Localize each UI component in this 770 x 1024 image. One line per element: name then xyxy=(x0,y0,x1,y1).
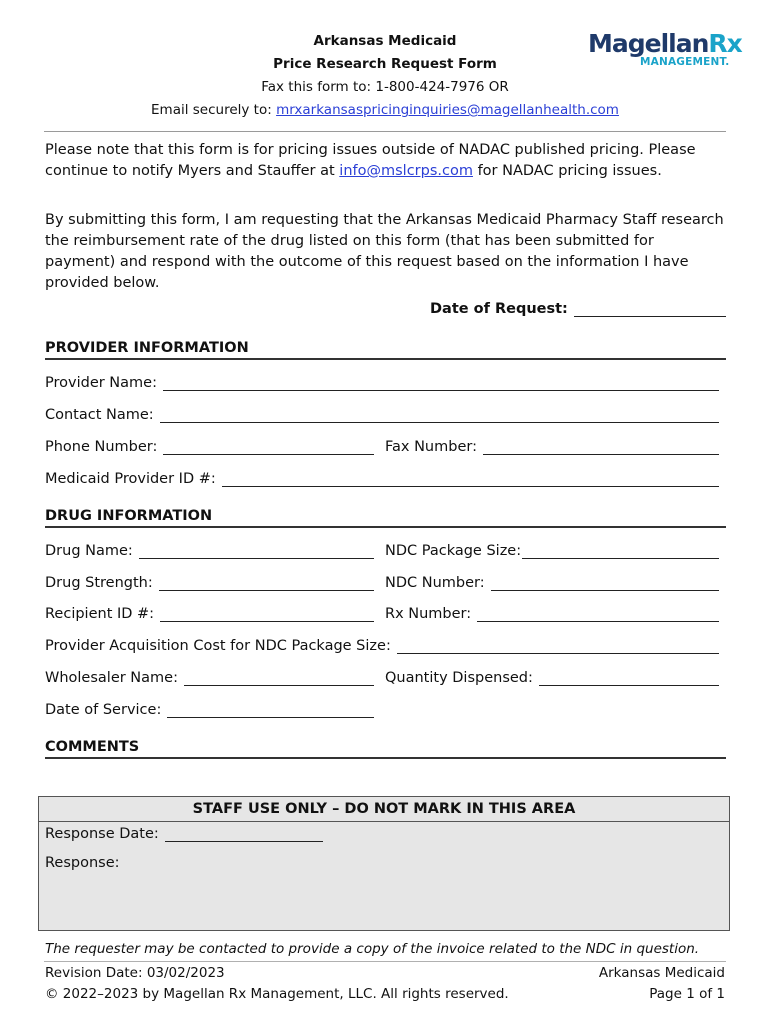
response-date-field xyxy=(45,826,323,842)
date-of-request-line[interactable] xyxy=(574,302,726,317)
acquisition-cost-label: Provider Acquisition Cost for NDC Package Size: xyxy=(45,638,391,654)
recipient-id-label: Recipient ID #: xyxy=(45,606,155,622)
logo-sub: MANAGEMENT. xyxy=(640,56,730,68)
wholesaler-name-line[interactable] xyxy=(184,671,374,686)
revision-date: Revision Date: 03/02/2023 xyxy=(45,965,225,981)
phone-number-line[interactable] xyxy=(163,440,374,455)
phone-number-label: Phone Number: xyxy=(45,439,158,455)
drug-strength-label: Drug Strength: xyxy=(45,575,153,591)
drug-strength-field[interactable] xyxy=(45,575,374,591)
invoice-note: The requester may be contacted to provide a copy of the invoice related to the NDC in question. xyxy=(45,941,700,957)
intro-paragraph-1 xyxy=(45,140,725,182)
rx-number-label: Rx Number: xyxy=(385,606,472,622)
date-of-service-label: Date of Service: xyxy=(45,702,162,718)
provider-name-line[interactable] xyxy=(163,376,719,391)
email-prefix: Email securely to: xyxy=(151,102,277,118)
acquisition-cost-field[interactable] xyxy=(45,638,719,654)
footer-org: Arkansas Medicaid xyxy=(598,965,725,981)
quantity-dispensed-label: Quantity Dispensed: xyxy=(385,670,533,686)
ndc-package-size-label: NDC Package Size: xyxy=(385,543,522,559)
drug-section-heading: DRUG INFORMATION xyxy=(45,508,726,528)
quantity-dispensed-field[interactable] xyxy=(385,670,719,686)
response-date-line xyxy=(165,827,323,842)
provider-name-field[interactable] xyxy=(45,375,719,391)
medicaid-provider-id-field[interactable] xyxy=(45,471,719,487)
rx-number-field[interactable] xyxy=(385,606,719,622)
staff-use-only-box xyxy=(38,796,730,931)
page-number: Page 1 of 1 xyxy=(649,986,725,1002)
date-of-service-line[interactable] xyxy=(167,703,374,718)
quantity-dispensed-line[interactable] xyxy=(539,671,719,686)
email-link[interactable]: mrxarkansaspricinginquiries@magellanhealth.com xyxy=(276,102,619,118)
phone-number-field[interactable] xyxy=(45,439,374,455)
fax-number-field[interactable] xyxy=(385,439,719,455)
intro-text-b: for NADAC pricing issues. xyxy=(472,163,662,179)
fax-number-line[interactable] xyxy=(483,440,719,455)
rx-number-line[interactable] xyxy=(477,607,719,622)
wholesaler-name-field[interactable] xyxy=(45,670,374,686)
copyright: © 2022–2023 by Magellan Rx Management, LLC. All rights reserved. xyxy=(45,986,509,1002)
wholesaler-name-label: Wholesaler Name: xyxy=(45,670,178,686)
drug-name-line[interactable] xyxy=(139,544,374,559)
intro-text-a: Please note that this form is for pricing issues outside of NADAC published pricing. Please continue to notify Myers and Stauffer at xyxy=(45,142,696,179)
date-of-request-label: Date of Request: xyxy=(430,301,568,317)
logo-brand: Magellan xyxy=(588,29,709,58)
intro-paragraph-2: By submitting this form, I am requesting that the Arkansas Medicaid Pharmacy Staff research the reimbursement rate of the drug listed on this form (that has been submitted for payment) and respond with the outcome of this request based on the information I have provided below. xyxy=(45,212,724,291)
provider-name-label: Provider Name: xyxy=(45,375,157,391)
form-title: Price Research Request Form xyxy=(273,56,497,72)
footer-divider xyxy=(44,961,726,962)
nadac-email-link[interactable]: info@mslcrps.com xyxy=(339,163,473,179)
recipient-id-line[interactable] xyxy=(160,607,374,622)
drug-strength-line[interactable] xyxy=(159,576,374,591)
staff-use-heading: STAFF USE ONLY – DO NOT MARK IN THIS AREA xyxy=(39,797,729,822)
ndc-number-field[interactable] xyxy=(385,575,719,591)
ndc-number-line[interactable] xyxy=(491,576,719,591)
fax-instruction: Fax this form to: 1-800-424-7976 OR xyxy=(261,79,509,95)
form-agency-title: Arkansas Medicaid xyxy=(313,33,457,49)
logo-rx: Rx xyxy=(708,29,742,58)
date-of-request-field[interactable] xyxy=(430,301,726,317)
ndc-package-size-field[interactable] xyxy=(385,543,719,559)
contact-name-label: Contact Name: xyxy=(45,407,154,423)
provider-section-heading: PROVIDER INFORMATION xyxy=(45,340,726,360)
comments-section-heading: COMMENTS xyxy=(45,739,726,759)
fax-number-label: Fax Number: xyxy=(385,439,477,455)
magellan-rx-logo xyxy=(588,29,742,72)
medicaid-provider-id-line[interactable] xyxy=(222,472,719,487)
drug-name-field[interactable] xyxy=(45,543,374,559)
response-date-label: Response Date: xyxy=(45,826,159,842)
drug-name-label: Drug Name: xyxy=(45,543,133,559)
email-instruction xyxy=(0,102,770,118)
date-of-service-field[interactable] xyxy=(45,702,374,718)
recipient-id-field[interactable] xyxy=(45,606,374,622)
response-label: Response: xyxy=(45,855,120,871)
contact-name-field[interactable] xyxy=(45,407,719,423)
ndc-package-size-line[interactable] xyxy=(522,544,719,559)
medicaid-provider-id-label: Medicaid Provider ID #: xyxy=(45,471,216,487)
acquisition-cost-line[interactable] xyxy=(397,639,719,654)
ndc-number-label: NDC Number: xyxy=(385,575,485,591)
contact-name-line[interactable] xyxy=(160,408,719,423)
header-divider xyxy=(44,131,726,132)
